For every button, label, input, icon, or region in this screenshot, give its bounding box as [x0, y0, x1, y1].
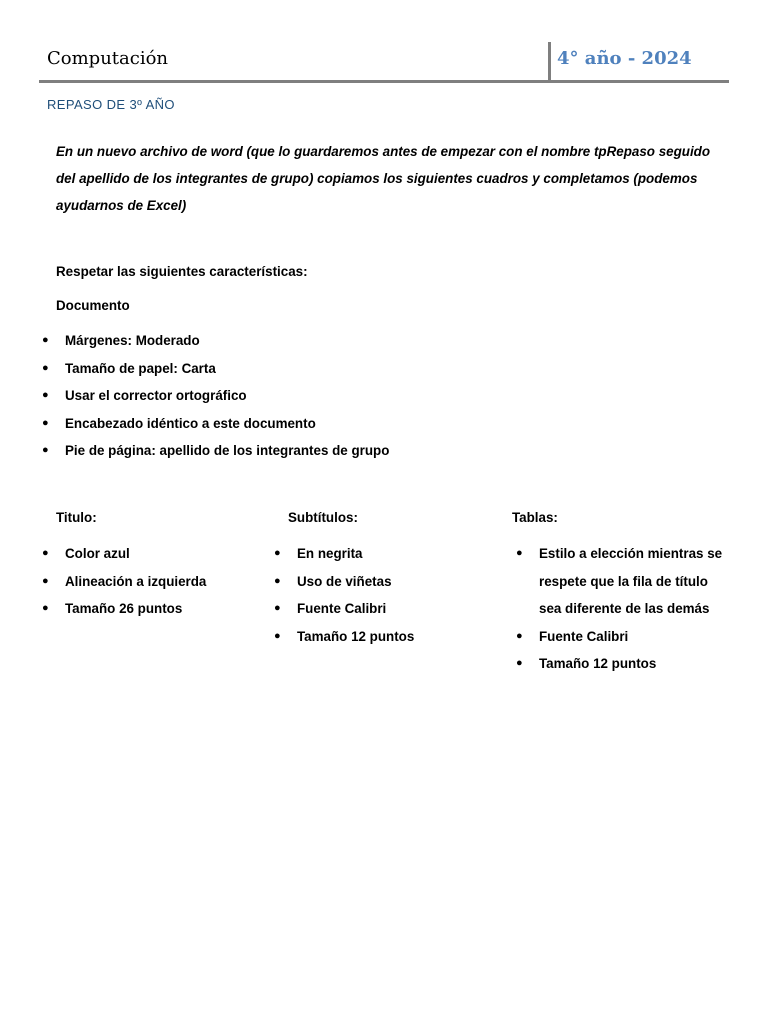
bullet-icon: ● — [42, 602, 49, 614]
bullet-icon: ● — [274, 574, 281, 587]
list-item: ● Fuente Calibri — [515, 623, 730, 651]
respetar-label: Respetar las siguientes características: — [56, 264, 308, 279]
subtitulos-list — [273, 540, 493, 650]
header-course-title: Computación — [47, 48, 169, 69]
header-divider — [548, 42, 551, 80]
list-item: ● Encabezado idéntico a este documento — [41, 410, 721, 438]
tablas-list — [515, 540, 730, 678]
list-item: ● Usar el corrector ortográfico — [41, 382, 721, 410]
list-item: ● Pie de página: apellido de los integrantes de grupo — [41, 437, 721, 465]
tablas-label: Tablas: — [512, 510, 558, 525]
bullet-icon: ● — [42, 547, 49, 559]
list-item: ● Tamaño de papel: Carta — [41, 355, 721, 383]
bullet-icon: ● — [42, 389, 49, 401]
bullet-icon: ● — [274, 602, 281, 614]
bullet-icon: ● — [274, 629, 281, 642]
bullet-icon: ● — [42, 334, 49, 346]
list-item: ● En negrita — [273, 540, 493, 568]
intro-paragraph: En un nuevo archivo de word (que lo guardaremos antes de empezar con el nombre tpRepaso seguido del apellido de los integrantes de grupo) copiamos los siguientes cuadros y completamos (podemos ayudarnos de Excel) — [56, 144, 711, 213]
page-header — [39, 42, 729, 83]
list-item: ● Estilo a elección mientras se respete que la fila de título sea diferente de las demás — [515, 540, 730, 623]
list-item: ● Tamaño 26 puntos — [41, 595, 261, 623]
header-year-title: 4° año - 2024 — [557, 48, 692, 69]
section-title: REPASO DE 3º AÑO — [47, 97, 175, 112]
bullet-icon: ● — [42, 574, 49, 587]
list-item: ● Tamaño 12 puntos — [515, 650, 730, 678]
bullet-icon: ● — [516, 629, 523, 642]
bullet-icon: ● — [274, 547, 281, 559]
subtitulos-label: Subtítulos: — [288, 510, 358, 525]
list-item: ● Alineación a izquierda — [41, 568, 261, 596]
bullet-icon: ● — [42, 444, 49, 456]
bullet-icon: ● — [516, 547, 523, 559]
titulo-list — [41, 540, 261, 623]
list-item: ● Márgenes: Moderado — [41, 327, 721, 355]
documento-list — [41, 327, 721, 465]
titulo-label: Titulo: — [56, 510, 97, 525]
list-item: ● Tamaño 12 puntos — [273, 623, 493, 651]
list-item: ● Uso de viñetas — [273, 568, 493, 596]
bullet-icon: ● — [516, 657, 523, 669]
list-item: ● Fuente Calibri — [273, 595, 493, 623]
list-item: ● Color azul — [41, 540, 261, 568]
bullet-icon: ● — [42, 361, 49, 374]
documento-label: Documento — [56, 298, 130, 313]
bullet-icon: ● — [42, 416, 49, 429]
